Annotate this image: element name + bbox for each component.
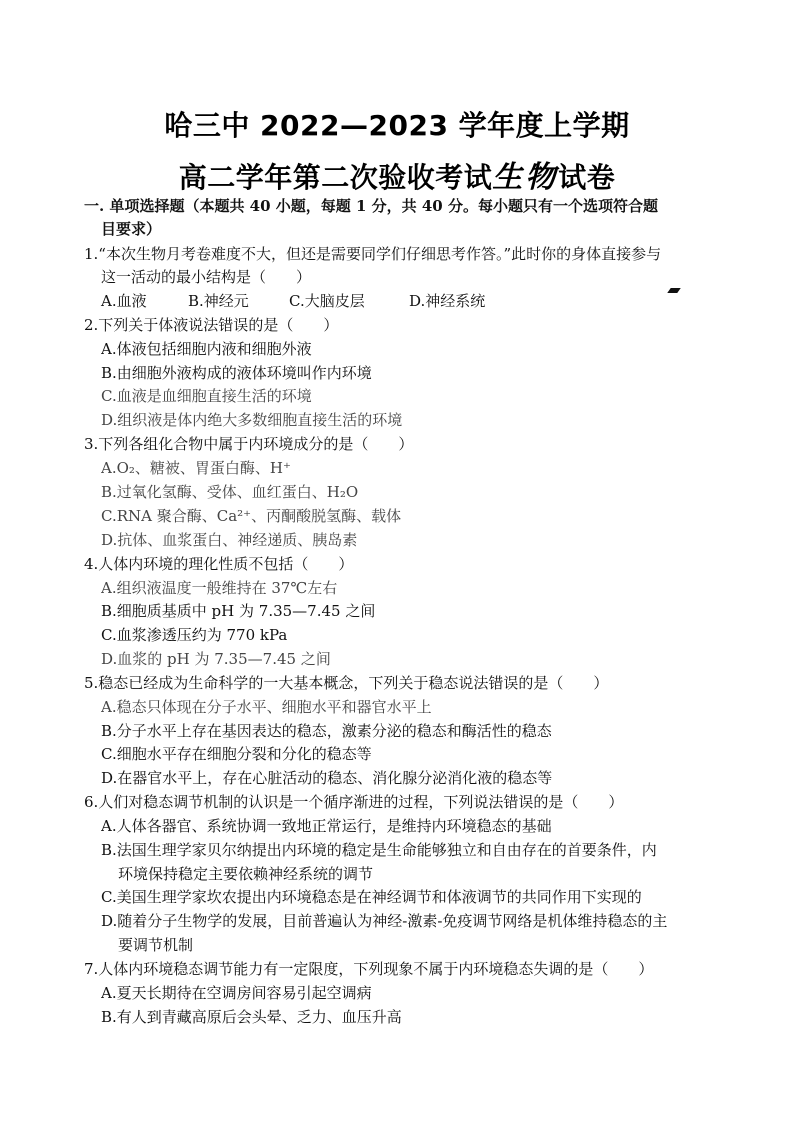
q2-option-b: B.由细胞外液构成的液体环境叫作内环境 <box>101 364 372 382</box>
q5-option-a: A.稳态只体现在分子水平、细胞水平和器官水平上 <box>101 698 432 716</box>
q6-option-a: A.人体各器官、系统协调一致地正常运行，是维持内环境稳态的基础 <box>101 817 552 835</box>
q7-option-a: A.夏天长期待在空调房间容易引起空调病 <box>101 984 372 1002</box>
q6-stem: 6.人们对稳态调节机制的认识是一个循序渐进的过程，下列说法错误的是（ ） <box>84 793 624 811</box>
q7-stem: 7.人体内环境稳态调节能力有一定限度，下列现象不属于内环境稳态失调的是（ ） <box>84 960 654 978</box>
q3-option-a: A.O₂、糖被、胃蛋白酶、H⁺ <box>101 459 291 477</box>
q4-option-a: A.组织液温度一般维持在 37℃左右 <box>101 579 338 597</box>
q6-option-b: B.法国生理学家贝尔纳提出内环境的稳定是生命能够独立和自由存在的首要条件，内 <box>101 841 657 859</box>
q2-option-d: D.组织液是体内绝大多数细胞直接生活的环境 <box>101 411 403 429</box>
q6-option-d: D.随着分子生物学的发展，目前普遍认为神经-激素-免疫调节网络是机体维持稳态的主 <box>101 912 668 930</box>
q7-option-b: B.有人到青藏高原后会头晕、乏力、血压升高 <box>101 1008 402 1026</box>
exam-title-line2 <box>0 152 794 196</box>
q5-option-d: D.在器官水平上，存在心脏活动的稳态、消化腺分泌消化液的稳态等 <box>101 769 553 787</box>
title-prefix: 高二学年第二次验收考试 <box>178 161 493 194</box>
q1-stem-cont: 这一活动的最小结构是（ ） <box>101 268 312 286</box>
q4-stem: 4.人体内环境的理化性质不包括（ ） <box>84 555 354 573</box>
q2-option-a: A.体液包括细胞内液和细胞外液 <box>101 340 312 358</box>
q6-option-b-cont: 环境保持稳定主要依赖神经系统的调节 <box>118 865 374 883</box>
q4-option-b: B.细胞质基质中 pH 为 7.35—7.45 之间 <box>101 602 376 620</box>
q6-option-c: C.美国生理学家坎农提出内环境稳态是在神经调节和体液调节的共同作用下实现的 <box>101 888 642 906</box>
q3-option-b: B.过氧化氢酶、受体、血红蛋白、H₂O <box>101 483 359 501</box>
q6-option-d-cont: 要调节机制 <box>118 936 194 954</box>
q2-option-c: C.血液是血细胞直接生活的环境 <box>101 387 312 405</box>
q5-option-c: C.细胞水平存在细胞分裂和分化的稳态等 <box>101 745 372 763</box>
q2-stem: 2.下列关于体液说法错误的是（ ） <box>84 316 339 334</box>
section-heading: 一. 单项选择题（本题共 40 小题，每题 1 分，共 40 分。每小题只有一个选项符合题 <box>84 197 658 215</box>
ink-mark <box>667 288 681 293</box>
section-heading-cont: 目要求） <box>101 220 162 238</box>
q5-option-b: B.分子水平上存在基因表达的稳态，激素分泌的稳态和酶活性的稳态 <box>101 722 552 740</box>
q3-option-d: D.抗体、血浆蛋白、神经递质、胰岛素 <box>101 531 358 549</box>
q4-option-d: D.血浆的 pH 为 7.35—7.45 之间 <box>101 650 331 668</box>
q1-option-d: D.神经系统 <box>409 292 486 310</box>
q1-option-c: C.大脑皮层 <box>289 292 365 310</box>
exam-title-line1: 哈三中 2022—2023 学年度上学期 <box>164 109 630 142</box>
title-suffix: 试卷 <box>558 161 616 194</box>
q3-option-c: C.RNA 聚合酶、Ca²⁺、丙酮酸脱氢酶、载体 <box>101 507 402 525</box>
q5-stem: 5.稳态已经成为生命科学的一大基本概念，下列关于稳态说法错误的是（ ） <box>84 674 609 692</box>
q1-stem: 1.“本次生物月考卷难度不大，但还是需要同学们仔细思考作答。”此时你的身体直接参与 <box>84 245 662 263</box>
q1-option-b: B.神经元 <box>188 292 249 310</box>
q1-option-a: A.血液 <box>101 292 147 310</box>
title-subject: 生物 <box>492 160 559 195</box>
q4-option-c: C.血浆渗透压约为 770 kPa <box>101 626 288 644</box>
q3-stem: 3.下列各组化合物中属于内环境成分的是（ ） <box>84 435 414 453</box>
